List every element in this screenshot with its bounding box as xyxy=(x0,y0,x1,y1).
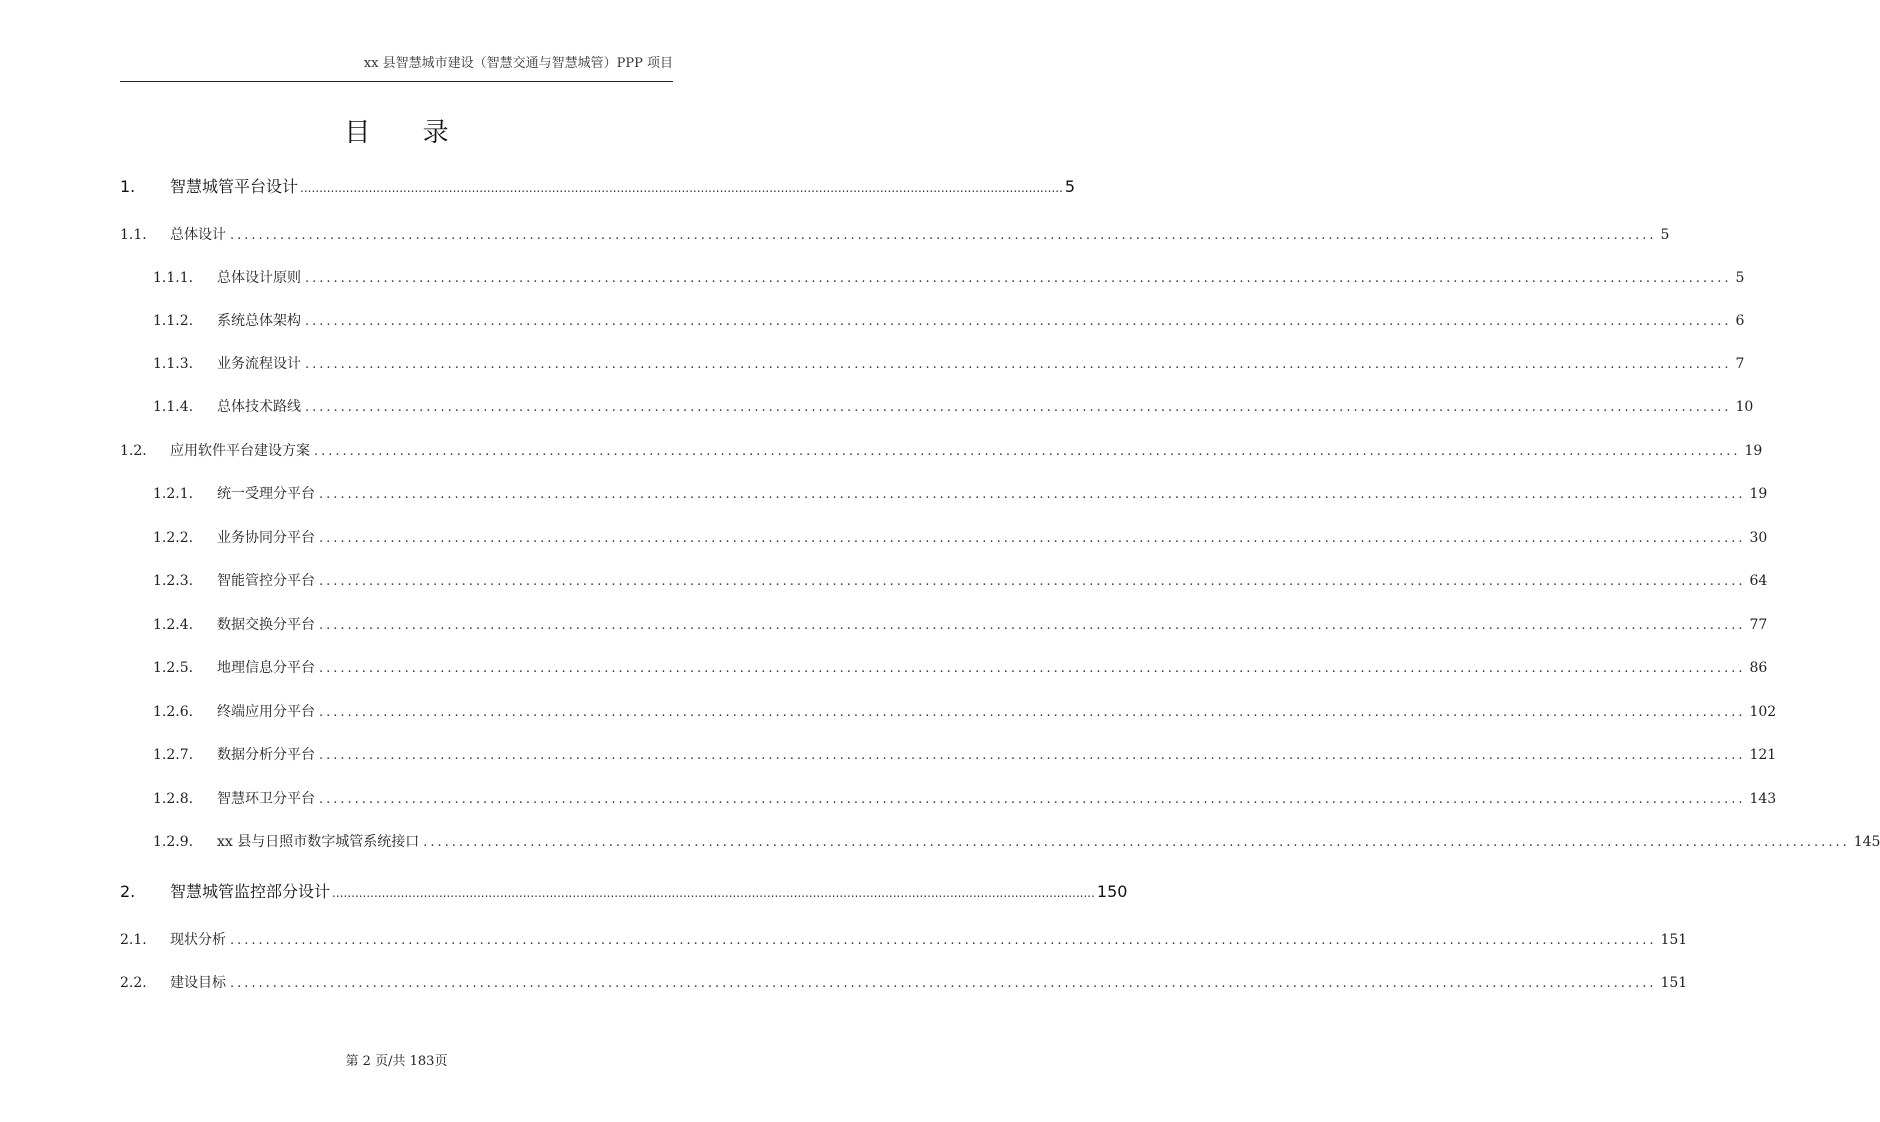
toc-entry-1-2-8[interactable] xyxy=(153,788,1777,808)
toc-page: 5 xyxy=(1735,270,1745,286)
toc-number: 1.2.3. xyxy=(153,573,194,589)
toc-page: 150 xyxy=(1096,882,1128,901)
toc-entry-1-2-9[interactable] xyxy=(153,831,1880,851)
leader-dots: ........................................................................................................................................................................................................ xyxy=(305,271,1732,286)
toc-entry-1-2-4[interactable] xyxy=(153,614,1768,634)
toc-text: 系统总体架构 xyxy=(217,313,301,329)
toc-number: 2.2. xyxy=(120,975,147,991)
toc-number: 1.1.4. xyxy=(153,399,194,415)
toc-entry-1-1-3[interactable] xyxy=(153,353,1745,373)
leader-dots: ........................................................................................................................................................................................................ xyxy=(319,792,1746,807)
toc-number: 1.2.4. xyxy=(153,617,194,633)
toc-number: 1.2.5. xyxy=(153,660,194,676)
toc-number: 1.2.2. xyxy=(153,530,194,546)
toc-number: 1.2.7. xyxy=(153,747,194,763)
leader-dots: ........................................................................................................................................................................................................ xyxy=(230,228,1657,243)
footer-current-page: 2 xyxy=(362,1054,371,1069)
toc-number: 2. xyxy=(120,882,136,901)
leader-dots: ........................................................................................................................................................................................................ xyxy=(305,314,1732,329)
leader-dots: ........................................................................................................................................................................................................ xyxy=(314,444,1741,459)
toc-page: 64 xyxy=(1749,573,1768,589)
footer-total-pages: 183 xyxy=(409,1054,435,1069)
leader-dots: ........................................................................................................................................................................................................ xyxy=(332,886,1095,900)
toc-text: 应用软件平台建设方案 xyxy=(170,443,310,459)
toc-page: 10 xyxy=(1735,399,1754,415)
toc-text: 总体技术路线 xyxy=(217,399,301,415)
toc-text: 总体设计原则 xyxy=(217,270,301,286)
toc-number: 1.1.1. xyxy=(153,270,194,286)
toc-page: 7 xyxy=(1735,356,1745,372)
toc-number: 1.2. xyxy=(120,443,147,459)
toc-number: 1.1.3. xyxy=(153,356,194,372)
toc-page: 151 xyxy=(1660,932,1688,948)
leader-dots: ........................................................................................................................................................................................................ xyxy=(230,976,1657,991)
toc-number: 1.1. xyxy=(120,227,147,243)
toc-number: 1.2.1. xyxy=(153,486,194,502)
leader-dots: ........................................................................................................................................................................................................ xyxy=(319,487,1746,502)
leader-dots: ........................................................................................................................................................................................................ xyxy=(305,357,1732,372)
toc-text: 智慧环卫分平台 xyxy=(217,791,315,807)
leader-dots: ........................................................................................................................................................................................................ xyxy=(319,618,1746,633)
leader-dots: ........................................................................................................................................................................................................ xyxy=(319,748,1746,763)
toc-entry-1-2-3[interactable] xyxy=(153,570,1768,590)
toc-title: 目 录 xyxy=(344,118,471,148)
toc-page: 30 xyxy=(1749,530,1768,546)
toc-text: 现状分析 xyxy=(170,932,226,948)
toc-text: 地理信息分平台 xyxy=(217,660,315,676)
toc-text: 智慧城管监控部分设计 xyxy=(170,882,331,901)
toc-entry-1-2-7[interactable] xyxy=(153,744,1777,764)
toc-text: 终端应用分平台 xyxy=(217,704,315,720)
footer-prefix: 第 xyxy=(345,1054,359,1069)
toc-number: 1.2.8. xyxy=(153,791,194,807)
toc-page: 145 xyxy=(1853,834,1880,850)
toc-number: 1.2.6. xyxy=(153,704,194,720)
toc-entry-1-2[interactable] xyxy=(120,440,1763,460)
toc-entry-1-2-2[interactable] xyxy=(153,527,1768,547)
header-rule xyxy=(120,81,673,82)
leader-dots: ........................................................................................................................................................................................................ xyxy=(319,705,1746,720)
toc-entry-1-1-4[interactable] xyxy=(153,396,1754,416)
toc-number: 1. xyxy=(120,177,136,196)
toc-page: 19 xyxy=(1749,486,1768,502)
toc-page: 86 xyxy=(1749,660,1768,676)
toc-page: 143 xyxy=(1749,791,1777,807)
toc-text: 业务流程设计 xyxy=(217,356,301,372)
toc-entry-2-2[interactable] xyxy=(120,972,1688,992)
toc-entry-2-1[interactable] xyxy=(120,929,1688,949)
toc-number: 2.1. xyxy=(120,932,147,948)
toc-page: 151 xyxy=(1660,975,1688,991)
toc-text: xx 县与日照市数字城管系统接口 xyxy=(217,834,420,850)
leader-dots: ........................................................................................................................................................................................................ xyxy=(300,181,1063,195)
toc-page: 5 xyxy=(1660,227,1670,243)
toc-text: 总体设计 xyxy=(170,227,226,243)
toc-text: 数据交换分平台 xyxy=(217,617,315,633)
toc-text: 业务协同分平台 xyxy=(217,530,315,546)
leader-dots: ........................................................................................................................................................................................................ xyxy=(319,531,1746,546)
footer-mid: 页/共 xyxy=(375,1054,406,1069)
toc-entry-1-1-1[interactable] xyxy=(153,267,1745,287)
toc-page: 77 xyxy=(1749,617,1768,633)
toc-entry-1-2-6[interactable] xyxy=(153,701,1777,721)
toc-text: 建设目标 xyxy=(170,975,226,991)
toc-text: 数据分析分平台 xyxy=(217,747,315,763)
toc-page: 121 xyxy=(1749,747,1777,763)
toc-page: 102 xyxy=(1749,704,1777,720)
toc-entry-1-2-1[interactable] xyxy=(153,483,1768,503)
page-header: xx 县智慧城市建设（智慧交通与智慧城管）PPP 项目 xyxy=(363,56,673,71)
toc-entry-1[interactable] xyxy=(120,174,1076,197)
page-footer xyxy=(0,1050,793,1069)
toc-number: 1.2.9. xyxy=(153,834,194,850)
leader-dots: ........................................................................................................................................................................................................ xyxy=(319,574,1746,589)
toc-text: 统一受理分平台 xyxy=(217,486,315,502)
toc-page: 5 xyxy=(1064,177,1076,196)
leader-dots: ........................................................................................................................................................................................................ xyxy=(305,400,1732,415)
toc-entry-2[interactable] xyxy=(120,879,1128,902)
toc-number: 1.1.2. xyxy=(153,313,194,329)
toc-text: 智能管控分平台 xyxy=(217,573,315,589)
toc-page: 19 xyxy=(1744,443,1763,459)
leader-dots: ........................................................................................................................................................................................................ xyxy=(423,835,1850,850)
leader-dots: ........................................................................................................................................................................................................ xyxy=(230,933,1657,948)
toc-entry-1-1-2[interactable] xyxy=(153,310,1745,330)
toc-entry-1-1[interactable] xyxy=(120,224,1670,244)
toc-page: 6 xyxy=(1735,313,1745,329)
toc-text: 智慧城管平台设计 xyxy=(170,177,299,196)
footer-suffix: 页 xyxy=(434,1054,448,1069)
toc-entry-1-2-5[interactable] xyxy=(153,657,1768,677)
leader-dots: ........................................................................................................................................................................................................ xyxy=(319,661,1746,676)
